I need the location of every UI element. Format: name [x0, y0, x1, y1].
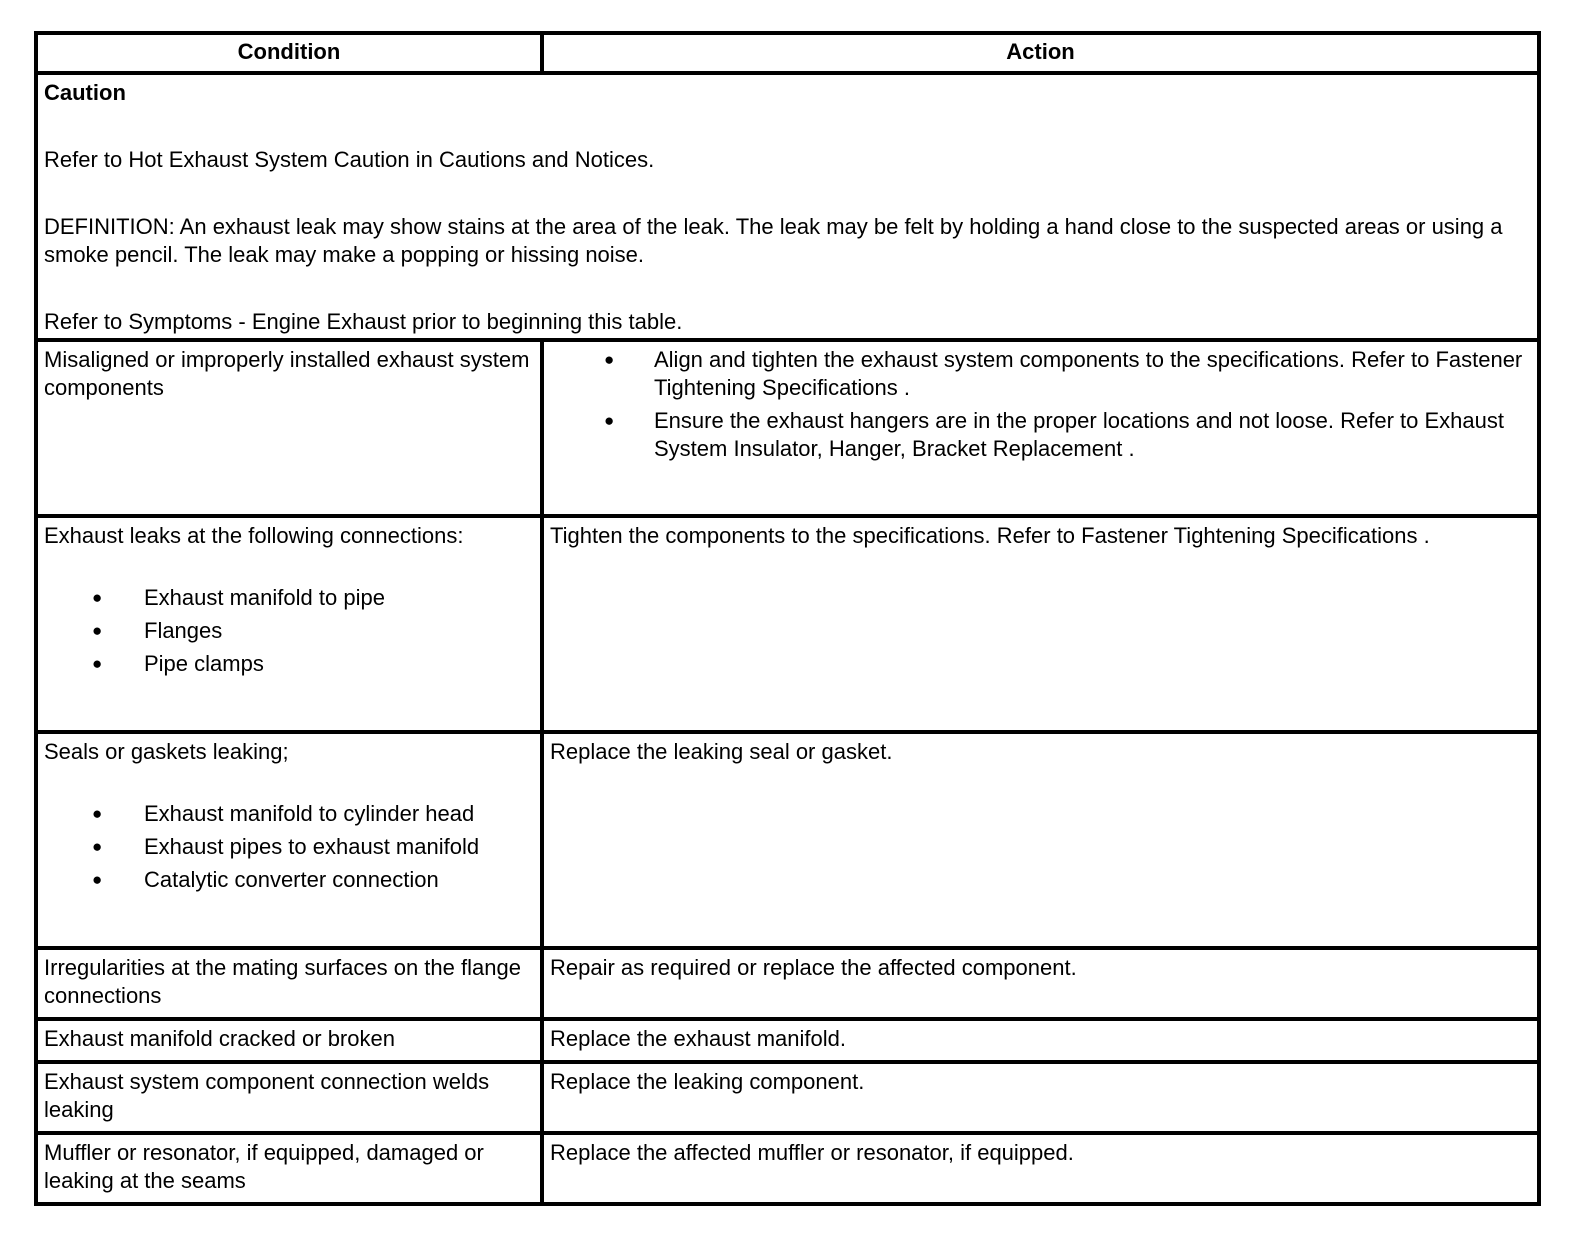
condition-cell: Exhaust manifold cracked or broken — [36, 1019, 542, 1062]
list-item: ● Pipe clamps — [44, 650, 534, 678]
list-item: ● Flanges — [44, 617, 534, 645]
caution-line: Refer to Hot Exhaust System Caution in Cautions and Notices. — [44, 147, 655, 172]
diagnostic-table — [34, 31, 1541, 1206]
definition-text: DEFINITION: An exhaust leak may show stains at the area of the leak. The leak may be felt by holding a hand close to the suspected areas or using a smoke pencil. The leak may make a popping or hissing noise. — [44, 214, 1503, 267]
condition-cell — [36, 732, 542, 948]
table-row — [36, 1133, 1539, 1204]
condition-cell — [36, 516, 542, 732]
table-row — [36, 1019, 1539, 1062]
condition-header: Condition — [36, 33, 542, 73]
caution-title: Caution — [44, 80, 126, 105]
table-row — [36, 732, 1539, 948]
condition-text: Exhaust leaks at the following connections: — [44, 523, 464, 548]
list-item: ● Exhaust manifold to cylinder head — [44, 800, 534, 828]
header-row — [36, 33, 1539, 73]
condition-text: Seals or gaskets leaking; — [44, 739, 289, 764]
table-row — [36, 1062, 1539, 1133]
condition-bullet-list — [44, 584, 534, 678]
action-cell: Tighten the components to the specifications. Refer to Fastener Tightening Specifications . — [542, 516, 1539, 732]
action-cell: Repair as required or replace the affected component. — [542, 948, 1539, 1019]
condition-bullet-list — [44, 800, 534, 894]
action-cell: Replace the affected muffler or resonator, if equipped. — [542, 1133, 1539, 1204]
action-cell — [542, 340, 1539, 516]
condition-cell: Misaligned or improperly installed exhaust system components — [36, 340, 542, 516]
list-item: ● Exhaust manifold to pipe — [44, 584, 534, 612]
caution-row — [36, 73, 1539, 340]
symptoms-reference: Refer to Symptoms - Engine Exhaust prior to beginning this table. — [44, 309, 683, 334]
caution-cell — [36, 73, 1539, 340]
list-item: ● Ensure the exhaust hangers are in the proper locations and not loose. Refer to Exhaust System Insulator, Hanger, Bracket Replacement . — [550, 407, 1531, 463]
condition-cell: Exhaust system component connection welds leaking — [36, 1062, 542, 1133]
condition-cell: Muffler or resonator, if equipped, damaged or leaking at the seams — [36, 1133, 542, 1204]
table-row — [36, 516, 1539, 732]
action-bullet-list — [550, 346, 1531, 463]
list-item: ● Align and tighten the exhaust system components to the specifications. Refer to Fastener Tightening Specifications . — [550, 346, 1531, 402]
action-cell: Replace the exhaust manifold. — [542, 1019, 1539, 1062]
action-cell: Replace the leaking seal or gasket. — [542, 732, 1539, 948]
condition-cell: Irregularities at the mating surfaces on the flange connections — [36, 948, 542, 1019]
list-item: ● Catalytic converter connection — [44, 866, 534, 894]
list-item: ● Exhaust pipes to exhaust manifold — [44, 833, 534, 861]
action-cell: Replace the leaking component. — [542, 1062, 1539, 1133]
table-row — [36, 340, 1539, 516]
table-row — [36, 948, 1539, 1019]
action-header: Action — [542, 33, 1539, 73]
